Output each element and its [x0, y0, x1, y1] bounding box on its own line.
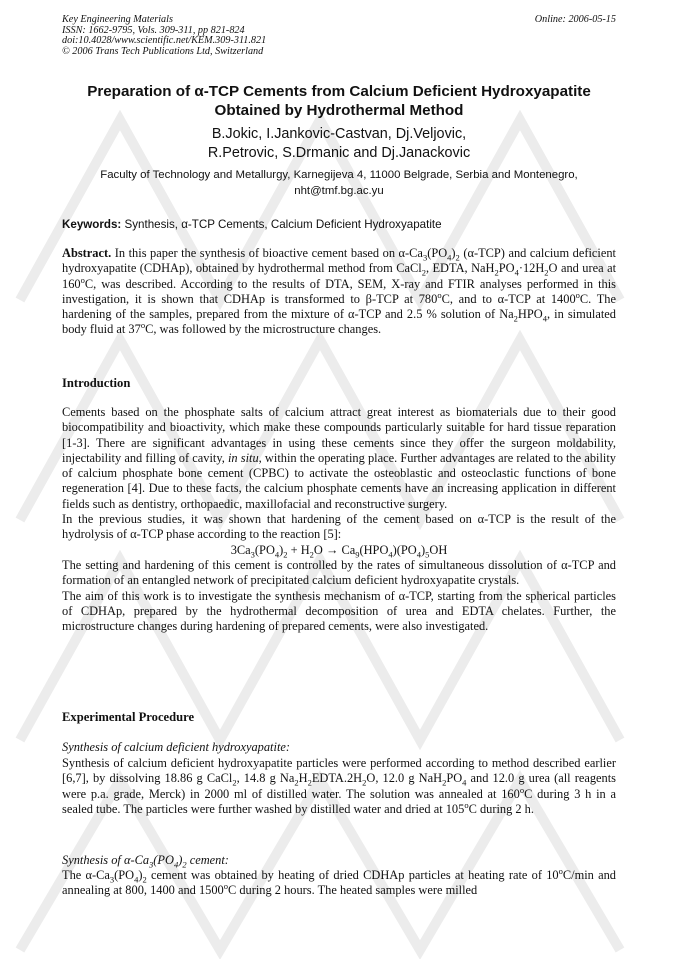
copyright-line: © 2006 Trans Tech Publications Ltd, Switzerland — [62, 45, 264, 57]
intro-paragraph-4: The aim of this work is to investigate the synthesis mechanism of α-TCP, starting from the spherical particles of CDHAp, prepared by the hydrothermal decomposition of urea and EDTA chelates. Further, the microstructure changes during hardening of prepared cements, were also investigated. — [62, 588, 616, 634]
journal-name: Key Engineering Materials — [62, 14, 173, 25]
tcp-method-paragraph: The $\alpha-Ca_3(PO_4)_2$ cement was obtained by heating of dried CDHAp particles at heating rate of 10$^o$C/min and annealing at 800, 1400 and 1500$^o$C during 2 hours. The heated samples were milled — [62, 865, 616, 898]
experimental-body-2 — [62, 865, 616, 899]
abstract-paragraph: Abstract. In this paper the synthesis of bioactive cement based on $\alpha-Ca_3(PO_4)_2$ (α-TCP) and calcium deficient hydroxyapatite (CDHAp), obtained by hydrothermal method from CaCl$_2$, EDTA, $NaH_2PO_4\cdot 12H_2O$ and urea at 160$^o$C, was described. According to the results of DTA, SEM, X-ray and FTIR analyses performed in this investigation, it is shown that CDHAp is transformed to β-TCP at 780$^o$C, and to α-TCP at 1400$^o$C. The hardening of the samples, prepared from the mixture of α-TCP and 2.5 % solution of $Na_2HPO_4$, in simulated body fluid at 37$^o$C, was followed by the microstructure changes. — [62, 246, 617, 337]
abstract — [62, 246, 616, 338]
keywords-label: Keywords: — [62, 218, 122, 231]
publication-header — [62, 15, 616, 57]
subsection-tcp-synthesis: Synthesis of $\alpha-Ca_3(PO_4)_2$ cement: — [62, 853, 229, 870]
online-date: Online: 2006-05-15 — [534, 14, 616, 25]
doi-line: doi:10.4028/www.scientific.net/KEM.309-311.821 — [62, 35, 267, 47]
section-heading-experimental: Experimental Procedure — [62, 710, 195, 724]
section-heading-introduction: Introduction — [62, 376, 131, 390]
introduction-body — [62, 405, 616, 634]
abstract-label: Abstract. — [62, 246, 112, 260]
keywords — [62, 218, 616, 232]
intro-paragraph-3: The setting and hardening of this cement is controlled by the rates of simultaneous dissolution of α-TCP and formation of an entangled network of precipitated calcium deficient hydroxyapatite crystals. — [62, 557, 616, 588]
reaction-equation: $3Ca_3(PO_4)_2 + H_2O \to Ca_9(HPO_4)(PO_4)_5OH$ — [230, 542, 448, 560]
author-list — [62, 125, 616, 163]
intro-paragraph-1: Cements based on the phosphate salts of calcium attract great interest as biomaterials due to their good biocompatibility and bioactivity, which make these compounds particularly suitable for hard tissue reparation [1-3]. There are significant advantages in using these cements since they offer the surgeon moldability, injectability and filling of cavity, in situ, within the operating place. Further advantages are related to the ability of calcium phosphate bone cement (CPBC) to activate the osteoblastic and osteoclastic functions of bone regeneration [4]. Due to these facts, the calcium phosphate cements have an increasing application in different fields such as dentistry, orthopaedic, maxillofacial and reconstructive surgery. — [62, 405, 616, 511]
intro-paragraph-2: In the previous studies, it was shown that hardening of the cement based on α-TCP is the result of the hydrolysis of α-TCP phase according to the reaction [5]: — [62, 512, 616, 542]
subsection-cdhap-synthesis: Synthesis of calcium deficient hydroxyapatite: — [62, 740, 291, 754]
issn-line: ISSN: 1662-9795, Vols. 309-311, pp 821-824 — [62, 24, 245, 36]
experimental-body-1 — [62, 756, 616, 817]
affiliation-line: Faculty of Technology and Metallurgy, Karnegijeva 4, 11000 Belgrade, Serbia and Montenegro, — [100, 169, 578, 181]
title-line-2: Obtained by Hydrothermal Method — [214, 102, 464, 119]
paper-title — [62, 82, 616, 120]
email-address: nht@tmf.bg.ac.yu — [294, 185, 384, 197]
authors-line-2: R.Petrovic, S.Drmanic and Dj.Janackovic — [207, 145, 471, 161]
keywords-text: Synthesis, α-TCP Cements, Calcium Deficient Hydroxyapatite — [124, 218, 442, 231]
title-line-1: Preparation of α-TCP Cements from Calcium Deficient Hydroxyapatite — [87, 83, 591, 100]
cdhap-method-paragraph: Synthesis of calcium deficient hydroxyapatite particles were performed according to method described earlier [6,7], by dissolving 18.86 g CaCl$_2$, 14.8 g $Na_2H_2EDTA.2H_2O$, 12.0 g $NaH_2PO_4$ and 12.0 g urea (all reagents were p.a. grade, Merck) in 2000 ml of distilled water. The solution was annealed at 160$^o$C during 3 h in a sealed tube. The particles were further washed by distilled water and dried at 105$^o$C during 2 h. — [62, 756, 617, 816]
authors-line-1: B.Jokic, I.Jankovic-Castvan, Dj.Veljovic, — [211, 126, 467, 142]
affiliation — [62, 167, 616, 199]
